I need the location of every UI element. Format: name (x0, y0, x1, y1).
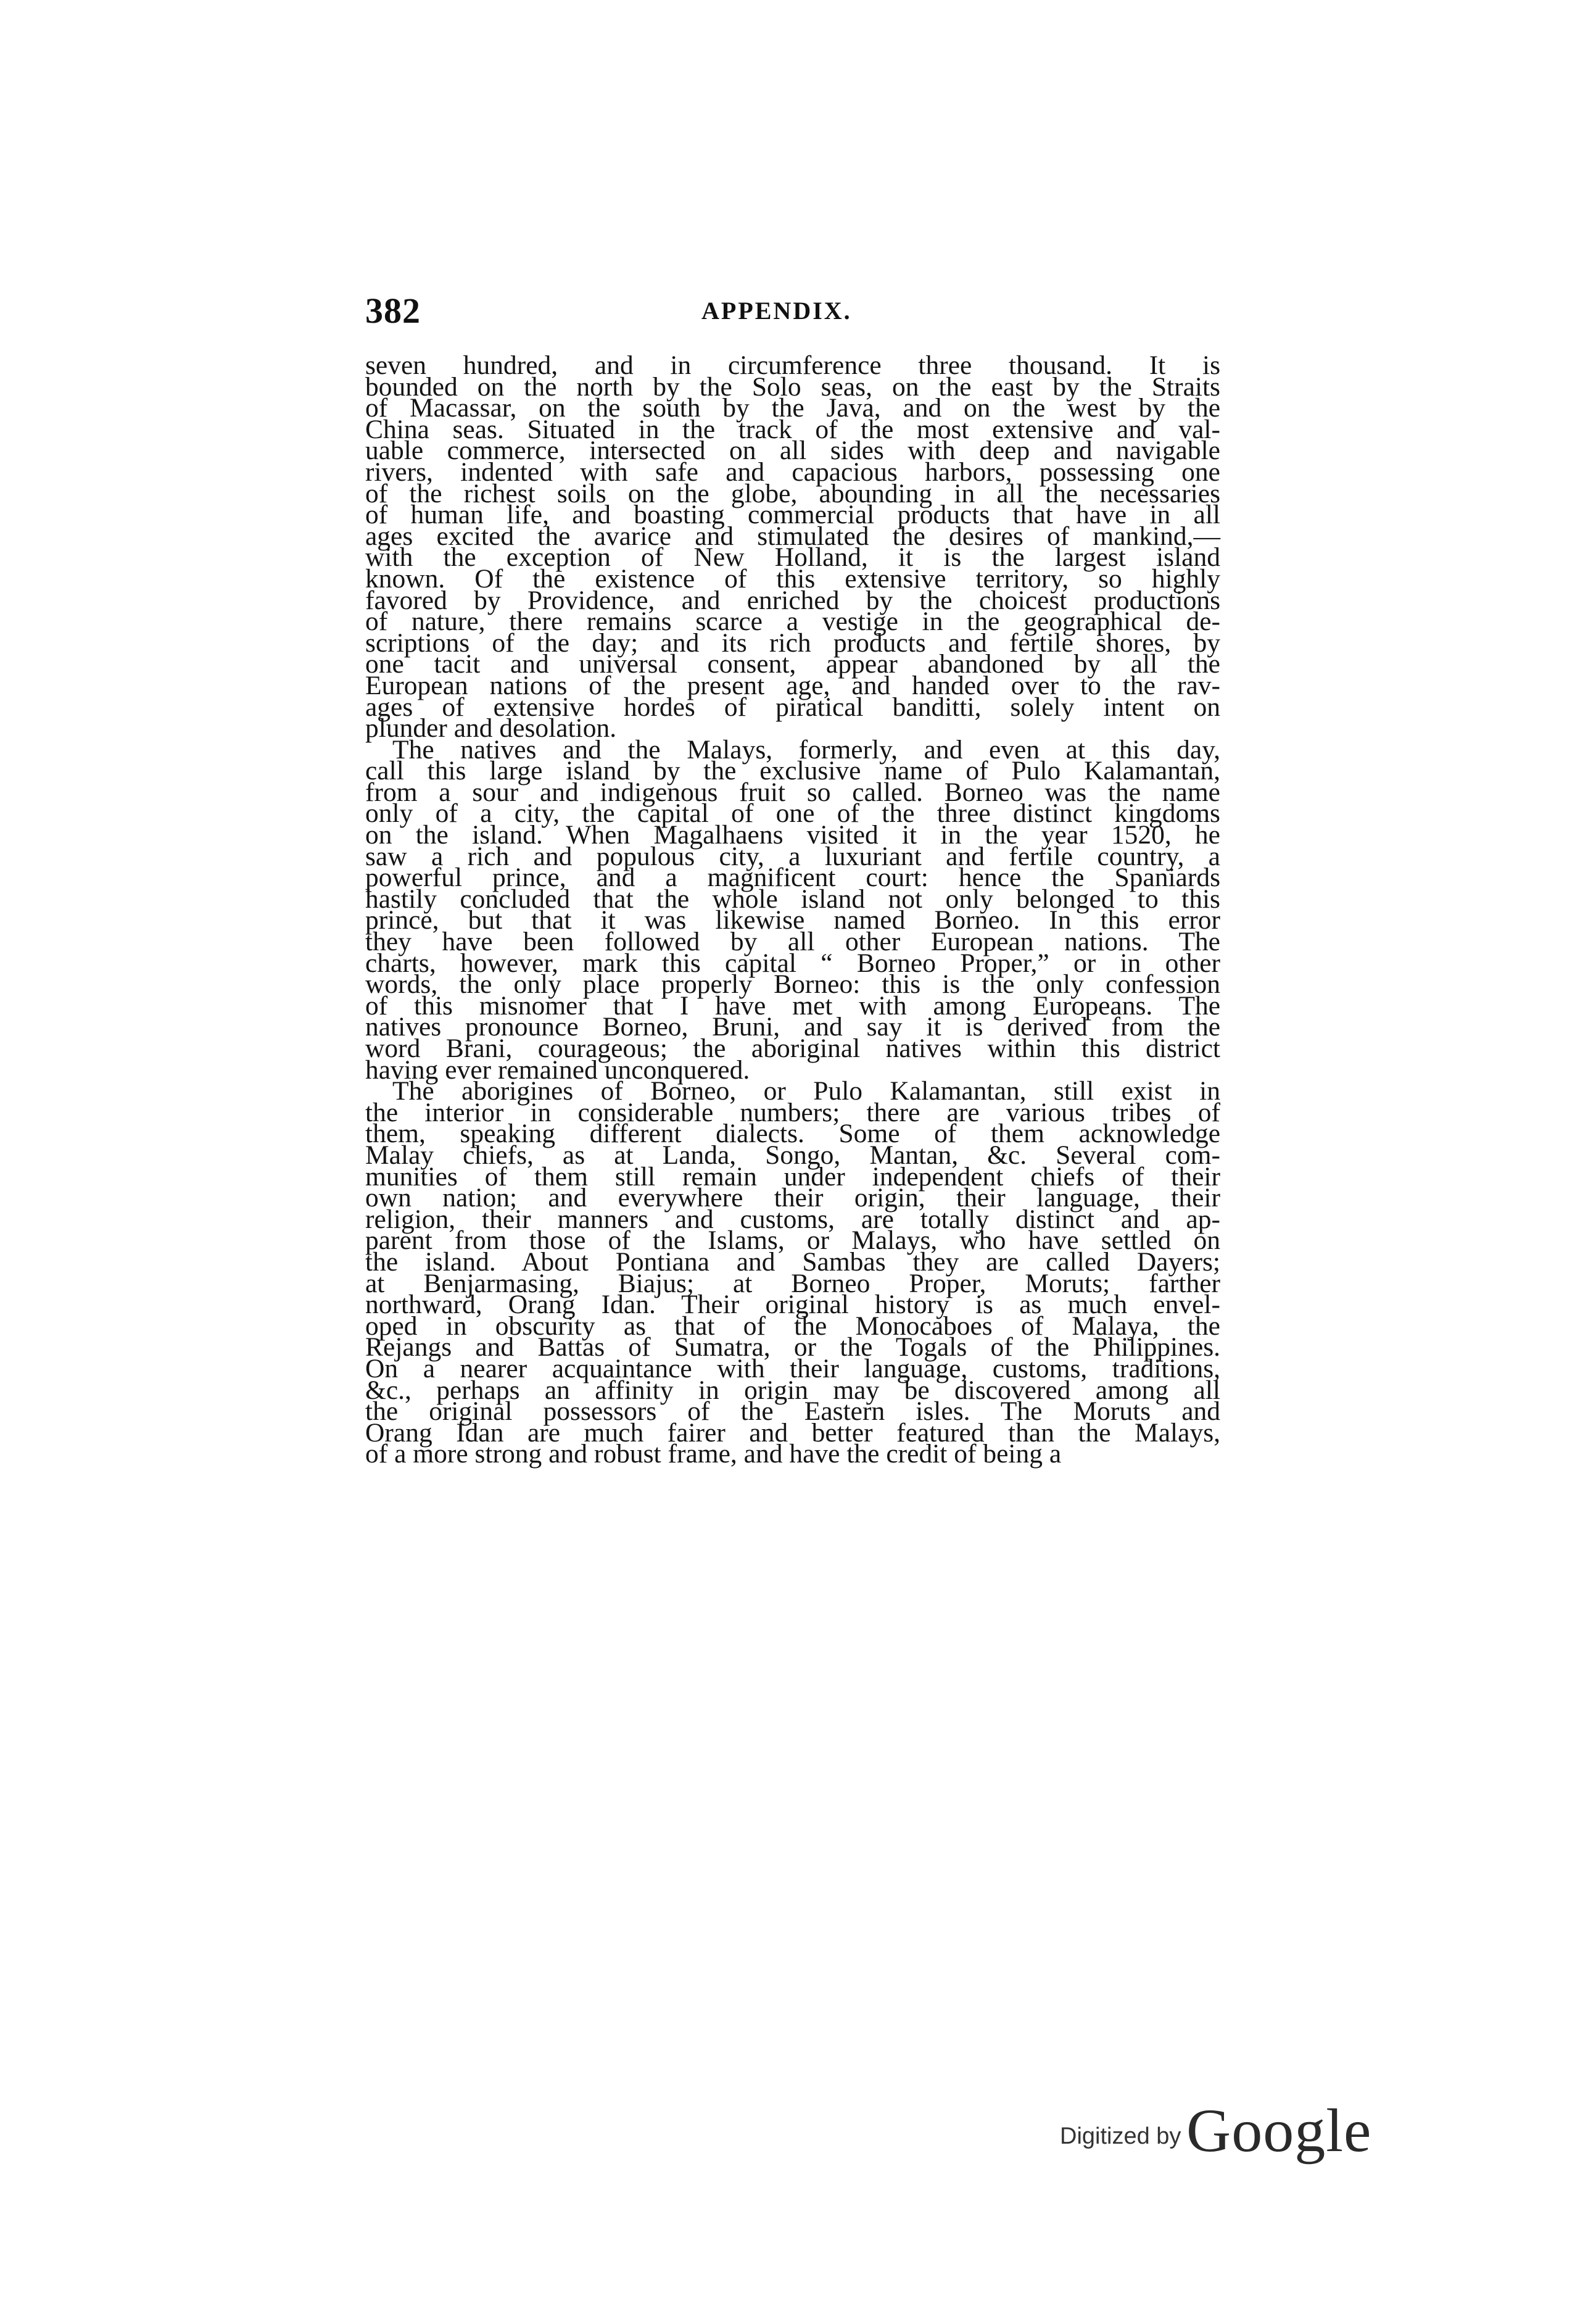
page-number: 382 (365, 291, 421, 331)
text-line: own nation; and everywhere their origin, their language, their (365, 1183, 1220, 1213)
text-line: prince, but that it was likewise named Borneo. In this error (365, 905, 1220, 935)
google-logo: Google (1186, 2096, 1372, 2165)
paragraph (365, 734, 1220, 1085)
body-text (365, 350, 1220, 1469)
text-line: of Macassar, on the south by the Java, and on the west by the (365, 393, 1220, 423)
text-line: oped in obscurity as that of the Monocaboes of Malaya, the (365, 1311, 1220, 1341)
text-line: of the richest soils on the globe, abounding in all the necessaries (365, 478, 1220, 508)
text-line: of a more strong and robust frame, and have the credit of being a (365, 1439, 1062, 1469)
text-line: the interior in considerable numbers; there are various tribes of (365, 1097, 1220, 1127)
running-head: APPENDIX. (701, 297, 852, 325)
text-line: munities of them still remain under independent chiefs of their (365, 1161, 1220, 1192)
text-line: natives pronounce Borneo, Bruni, and say it is derived from the (365, 1012, 1220, 1042)
text-line: they have been followed by all other European nations. The (365, 927, 1220, 957)
text-line: On a nearer acquaintance with their language, customs, traditions, (365, 1353, 1220, 1383)
text-line: seven hundred, and in circumference three thousand. It is (365, 350, 1220, 380)
text-line: known. Of the existence of this extensive territory, so highly (365, 563, 1220, 594)
text-line: of human life, and boasting commercial products that have in all (365, 500, 1220, 530)
text-line: only of a city, the capital of one of the three distinct kingdoms (365, 798, 1220, 829)
text-line: powerful prince, and a magnificent court: hence the Spaniards (365, 863, 1220, 893)
watermark-prefix: Digitized by (1060, 2123, 1181, 2149)
text-line: word Brani, courageous; the aboriginal natives within this district (365, 1034, 1220, 1063)
text-line: ages of extensive hordes of piratical banditti, solely intent on (365, 692, 1220, 722)
text-line: bounded on the north by the Solo seas, on the east by the Straits (365, 371, 1220, 402)
text-line: having ever remained unconquered. (365, 1055, 750, 1085)
text-line: from a sour and indigenous fruit so called. Borneo was the name (365, 777, 1220, 807)
text-line: the island. About Pontiana and Sambas they are called Dayers; (365, 1246, 1220, 1277)
page-header (365, 290, 1220, 333)
text-line: on the island. When Magalhaens visited it in the year 1520, he (365, 820, 1220, 850)
text-line: uable commerce, intersected on all sides with deep and navigable (365, 436, 1220, 466)
text-line: parent from those of the Islams, or Malays, who have settled on (365, 1225, 1220, 1256)
paragraph (365, 350, 1220, 744)
paragraph (365, 1076, 1220, 1469)
text-line: them, speaking different dialects. Some of them acknowledge (365, 1119, 1220, 1149)
text-line: scriptions of the day; and its rich products and fertile shores, by (365, 628, 1220, 658)
text-line: with the exception of New Holland, it is the largest island (365, 542, 1220, 573)
text-line: The natives and the Malays, formerly, and even at this day, (392, 734, 1220, 765)
text-line: saw a rich and populous city, a luxuriant and fertile country, a (365, 841, 1220, 871)
text-line: one tacit and universal consent, appear abandoned by all the (365, 649, 1220, 679)
text-line: Rejangs and Battas of Sumatra, or the Togals of the Philippines. (365, 1332, 1220, 1362)
digitized-by-google-watermark (1060, 2095, 1393, 2163)
text-line: plunder and desolation. (365, 713, 617, 744)
text-line: northward, Orang Idan. Their original history is as much envel- (365, 1290, 1220, 1320)
text-line: religion, their manners and customs, are totally distinct and ap- (365, 1204, 1220, 1234)
text-line: favored by Providence, and enriched by the choicest productions (365, 585, 1220, 615)
text-line: the original possessors of the Eastern isles. The Moruts and (365, 1396, 1220, 1427)
text-line: rivers, indented with safe and capacious harbors, possessing one (365, 457, 1220, 487)
text-line: words, the only place properly Borneo: this is the only confession (365, 969, 1220, 1000)
text-line: Orang Idan are much fairer and better featured than the Malays, (365, 1417, 1220, 1448)
text-line: of this misnomer that I have met with among Europeans. The (365, 990, 1220, 1021)
text-line: China seas. Situated in the track of the most extensive and val- (365, 414, 1220, 444)
text-line: hastily concluded that the whole island not only belonged to this (365, 884, 1220, 914)
text-line: of nature, there remains scarce a vestige in the geographical de- (365, 607, 1220, 637)
text-line: charts, however, mark this capital “ Borneo Proper,” or in other (365, 948, 1220, 978)
text-line: European nations of the present age, and handed over to the rav- (365, 670, 1220, 700)
text-line: &c., perhaps an affinity in origin may be discovered among all (365, 1375, 1220, 1405)
text-line: The aborigines of Borneo, or Pulo Kalamantan, still exist in (392, 1076, 1220, 1106)
text-line: Malay chiefs, as at Landa, Songo, Mantan, &c. Several com- (365, 1140, 1220, 1170)
text-line: ages excited the avarice and stimulated the desires of mankind,— (365, 521, 1220, 551)
text-line: call this large island by the exclusive name of Pulo Kalamantan, (365, 756, 1220, 786)
text-line: at Benjarmasing, Biajus; at Borneo Proper, Moruts; farther (365, 1268, 1220, 1298)
